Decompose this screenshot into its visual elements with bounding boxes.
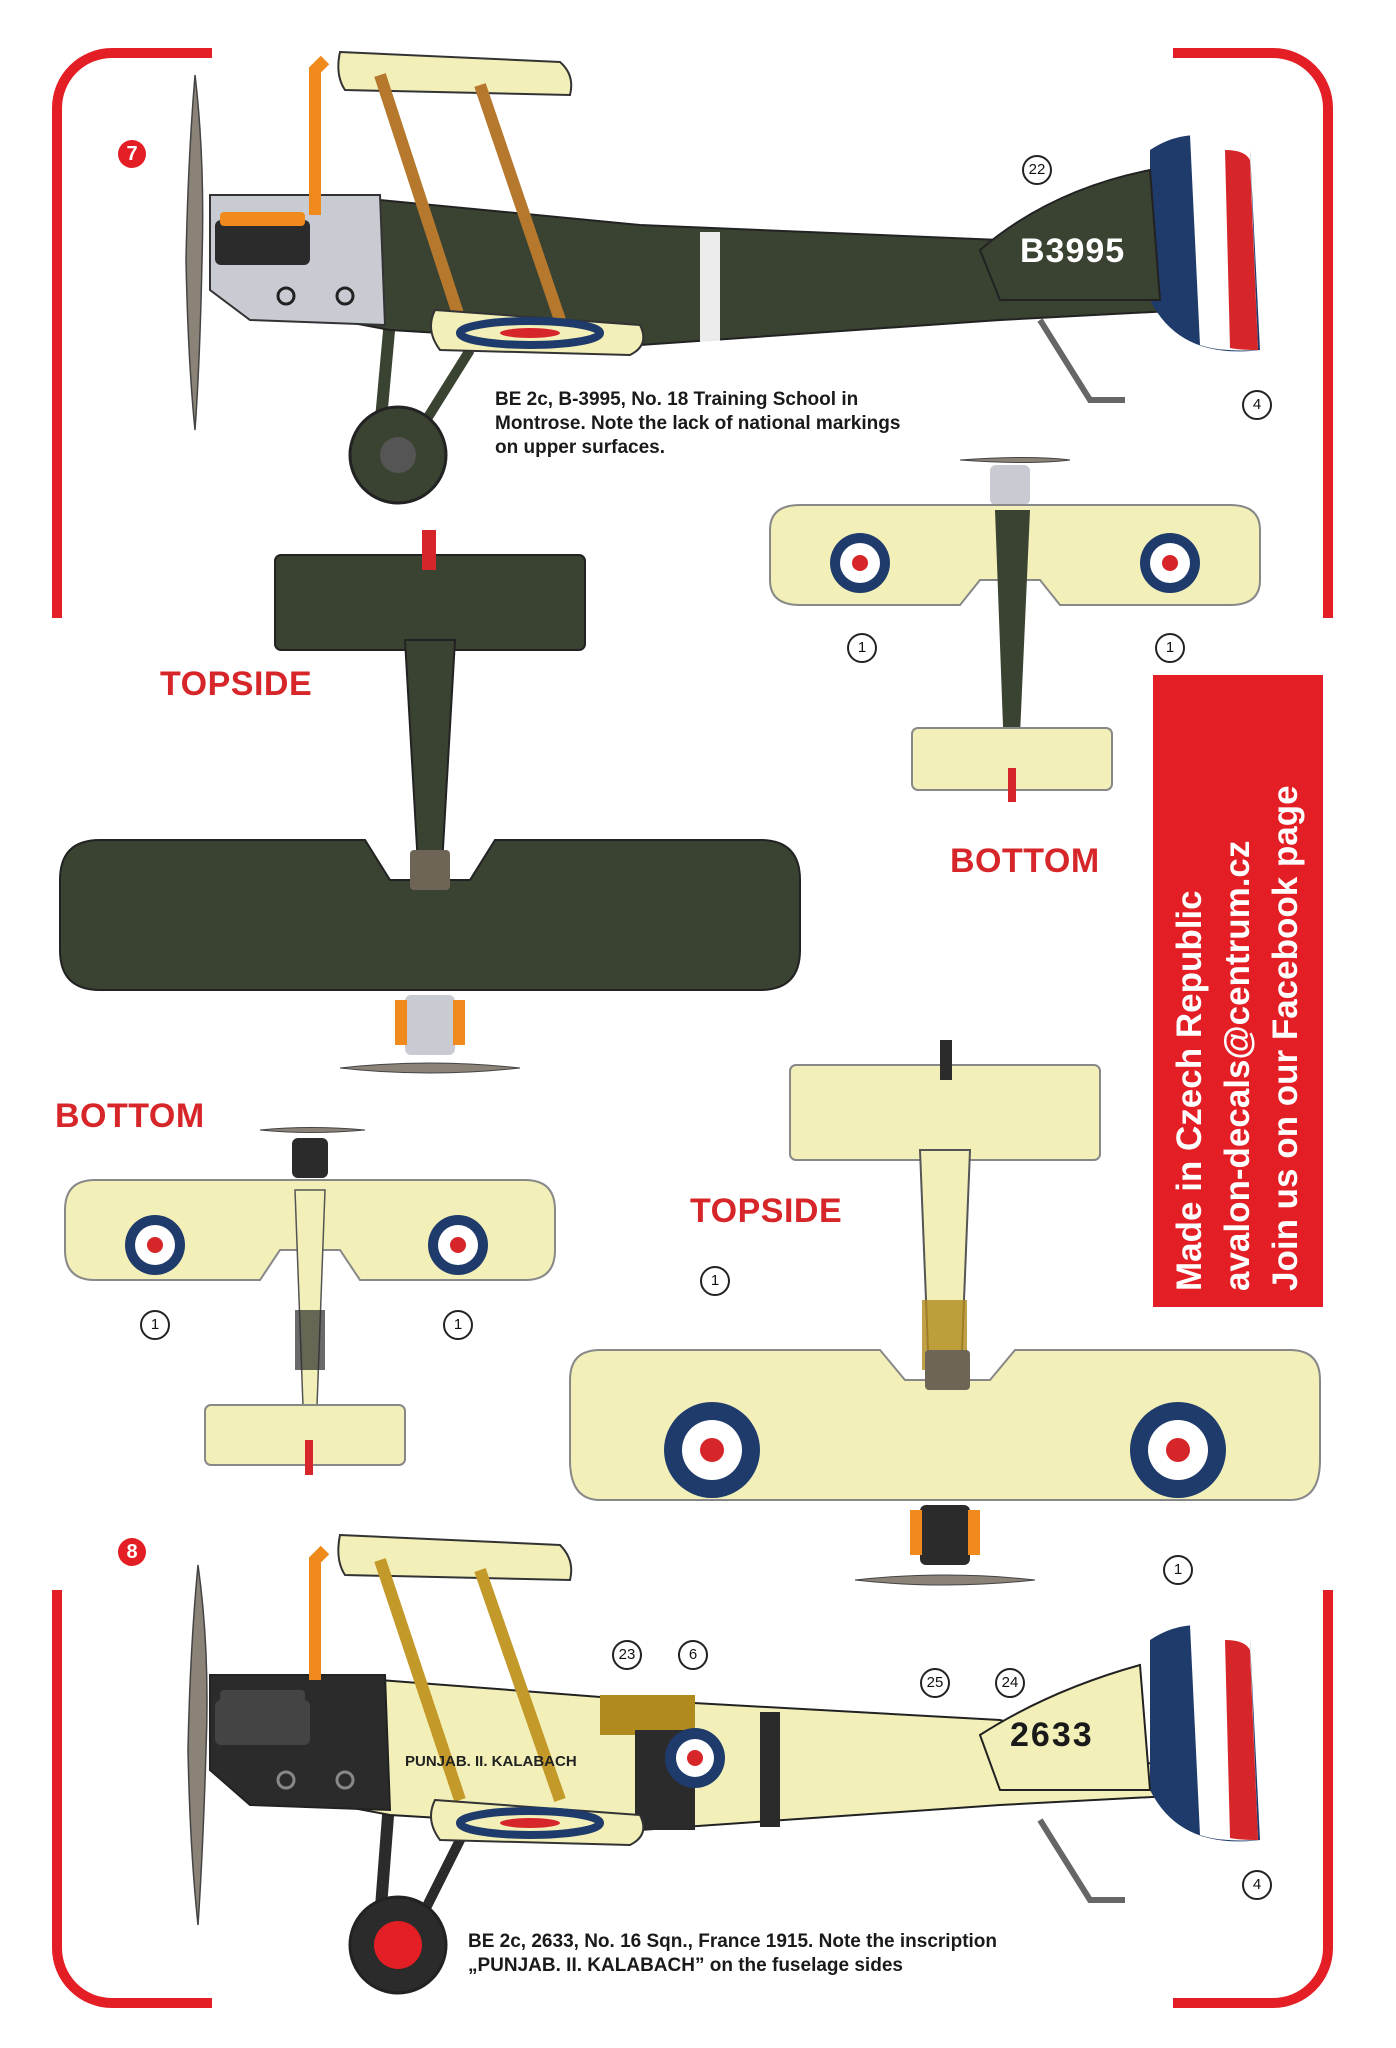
profile-7-caption-line-2: Montrose. Note the lack of national markings: [495, 413, 901, 434]
topside-label-7: TOPSIDE: [160, 665, 313, 703]
profile-8-callout-24: 24: [995, 1668, 1025, 1698]
profile-8-caption: [468, 1930, 1118, 1978]
topside-8-callout-right: 1: [1163, 1555, 1193, 1585]
banner-line-2[interactable]: avalon-decals@centrum.cz: [1218, 840, 1257, 1291]
profile-8-caption-line-2: „PUNJAB. II. KALABACH” on the fuselage sides: [468, 1955, 903, 1976]
bottom-8-callout-right: 1: [443, 1310, 473, 1340]
profile-8-callout-4: 4: [1242, 1870, 1272, 1900]
bottom-7-callout-right: 1: [1155, 633, 1185, 663]
profile-8-fuselage-inscription: PUNJAB. II. KALABACH: [405, 1753, 577, 1770]
bottom-7-callout-left: 1: [847, 633, 877, 663]
profile-8-caption-line-1: BE 2c, 2633, No. 16 Sqn., France 1915. Note the inscription: [468, 1931, 998, 1952]
bottom-label-7: BOTTOM: [950, 842, 1100, 880]
profile-7-caption-line-1: BE 2c, B-3995, No. 18 Training School in: [495, 389, 859, 410]
profile-7-callout-22: 22: [1022, 155, 1052, 185]
profile-7-caption-line-3: on upper surfaces.: [495, 437, 665, 458]
profile-8-callout-25: 25: [920, 1668, 950, 1698]
banner-line-3[interactable]: Join us on our Facebook page: [1266, 785, 1305, 1291]
profile-7-serial: B3995: [1020, 232, 1126, 270]
topside-label-8: TOPSIDE: [690, 1192, 843, 1230]
profile-8-callout-6: 6: [678, 1640, 708, 1670]
profile-8-callout-23: 23: [612, 1640, 642, 1670]
banner-line-1: Made in Czech Republic: [1170, 890, 1209, 1291]
profile-7-callout-4: 4: [1242, 390, 1272, 420]
topside-8-callout-left: 1: [700, 1266, 730, 1296]
profile-8-number: 8: [118, 1538, 146, 1566]
profile-7-number: 7: [118, 140, 146, 168]
bottom-8-callout-left: 1: [140, 1310, 170, 1340]
profile-8-serial: 2633: [1010, 1716, 1094, 1754]
bottom-label-8: BOTTOM: [55, 1097, 205, 1135]
